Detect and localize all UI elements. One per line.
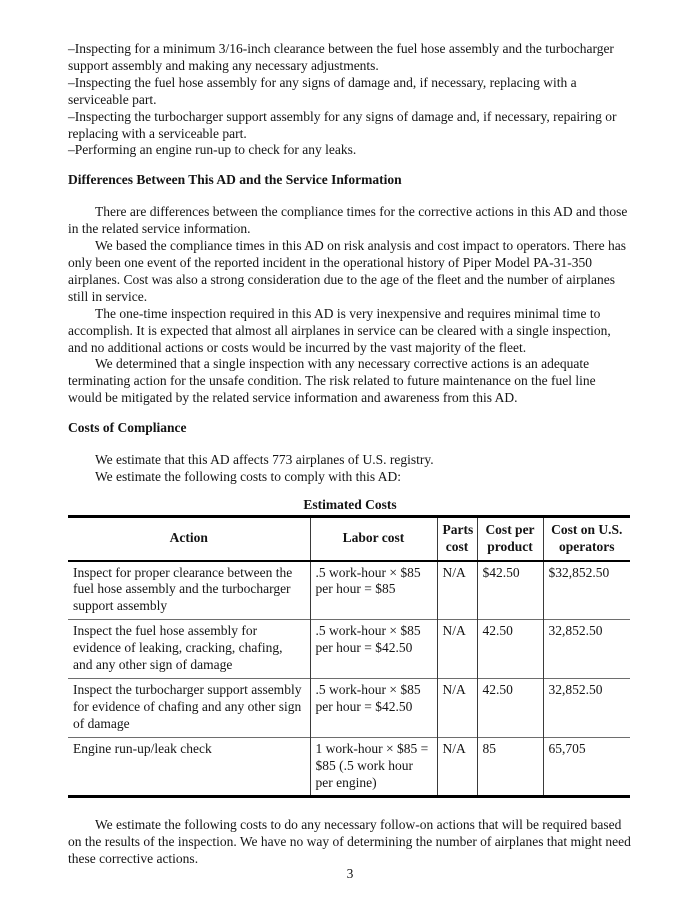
table-cell: N/A xyxy=(437,679,477,738)
table-cell: .5 work-hour × $85 per hour = $42.50 xyxy=(310,620,437,679)
table-cell: N/A xyxy=(437,620,477,679)
table-cell: $32,852.50 xyxy=(543,561,630,620)
paragraph: We based the compliance times in this AD on risk analysis and cost impact to operators. There has only been one event of the reported incident in the operational history of Piper Model PA-31-350 airplanes. Cost was also a strong consideration due to the age of the fleet and the number of airplanes still in service. xyxy=(68,238,627,304)
page-number: 3 xyxy=(346,866,354,881)
table-cell: 85 xyxy=(477,737,543,797)
table-header-action: Action xyxy=(68,516,310,560)
closing-paragraph: We estimate the following costs to do any necessary follow-on actions that will be required based on the results of the inspection. We have no way of determining the number of airplanes that might need these corrective actions. xyxy=(68,817,631,867)
paragraph: The one-time inspection required in this AD is very inexpensive and requires minimal time to accomplish. It is expected that almost all airplanes in service can be cleared with a single inspection, and no additional actions or costs would be incurred by the vast majority of the fleet. xyxy=(68,305,611,355)
table-row xyxy=(68,561,630,620)
section-heading-costs: Costs of Compliance xyxy=(68,420,187,436)
intro-action-item: –Inspecting the turbocharger support assembly for any signs of damage and, if necessary, repairing or replacing with a serviceable part. xyxy=(68,108,617,141)
table-row xyxy=(68,620,630,679)
table-row xyxy=(68,737,630,797)
section-costs-body xyxy=(68,452,632,486)
table-cell: 42.50 xyxy=(477,679,543,738)
table-header-parts-cost: Parts cost xyxy=(437,516,477,560)
table-cell: Inspect for proper clearance between the fuel hose assembly and the turbocharger support assembly xyxy=(73,564,293,614)
table-header-cost-per-product: Cost per product xyxy=(477,516,543,560)
paragraph: We determined that a single inspection with any necessary corrective actions is an adequate terminating action for the unsafe condition. The risk related to future maintenance on the fuel line would be mitigated by the related service information and awareness from this AD. xyxy=(68,356,596,406)
table-cell: .5 work-hour × $85 per hour = $85 xyxy=(310,561,437,620)
table-cell: $42.50 xyxy=(477,561,543,620)
intro-action-item: –Performing an engine run-up to check for any leaks. xyxy=(68,142,357,158)
table-header-labor-cost: Labor cost xyxy=(310,516,437,560)
intro-action-list xyxy=(68,41,632,159)
paragraph: We estimate that this AD affects 773 airplanes of U.S. registry. xyxy=(95,452,434,468)
table-cell: Inspect the fuel hose assembly for evidence of leaking, cracking, chafing, and any other sign of damage xyxy=(68,620,310,679)
table-cell: 42.50 xyxy=(477,620,543,679)
estimated-costs-table xyxy=(68,515,630,799)
table-cell: Engine run-up/leak check xyxy=(68,737,310,797)
intro-action-item: –Inspecting for a minimum 3/16-inch clearance between the fuel hose assembly and the turbocharger support assembly and making any necessary adjustments. xyxy=(68,41,614,73)
table-title: Estimated Costs xyxy=(303,496,397,512)
section-differences-body xyxy=(68,204,632,407)
table-cell: .5 work-hour × $85 per hour = $42.50 xyxy=(310,679,437,738)
intro-action-item: –Inspecting the fuel hose assembly for any signs of damage and, if necessary, replacing with a serviceable part. xyxy=(68,74,577,107)
table-row xyxy=(68,679,630,738)
section-heading-differences: Differences Between This AD and the Service Information xyxy=(68,172,402,188)
table-header-row xyxy=(68,516,630,560)
paragraph: We estimate the following costs to comply with this AD: xyxy=(95,468,402,484)
table-cell: 32,852.50 xyxy=(543,679,630,738)
paragraph: There are differences between the compliance times for the corrective actions in this AD and those in the related service information. xyxy=(68,204,628,237)
table-cell: 1 work-hour × $85 = $85 (.5 work hour per engine) xyxy=(310,737,437,797)
table-cell: Inspect the turbocharger support assembly for evidence of chafing and any other sign of damage xyxy=(68,679,310,738)
table-header-cost-us-operators: Cost on U.S. operators xyxy=(543,516,630,560)
table-cell: N/A xyxy=(437,561,477,620)
table-cell: 65,705 xyxy=(543,737,630,797)
table-cell: 32,852.50 xyxy=(543,620,630,679)
table-cell: N/A xyxy=(437,737,477,797)
